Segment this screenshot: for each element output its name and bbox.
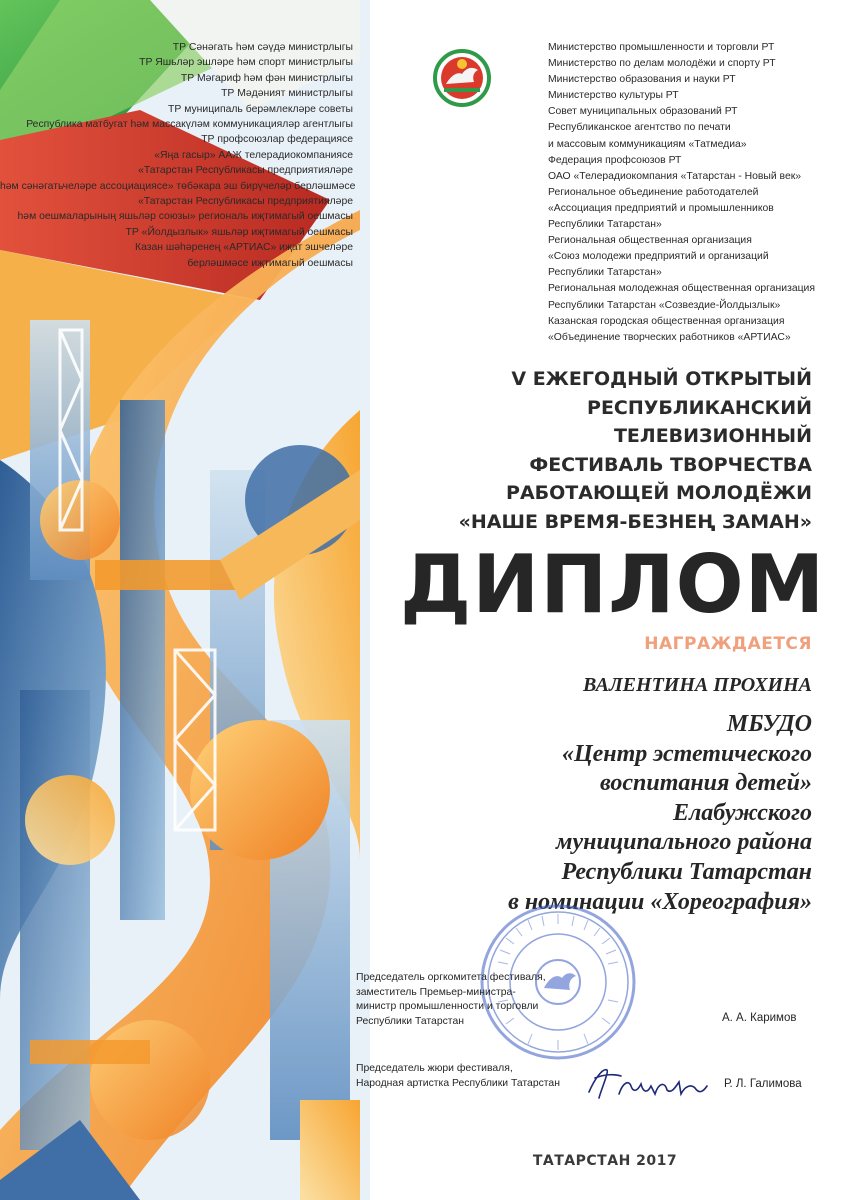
tatar-org-line: ТР Сәнәгать һәм сәүдә министрлыгы [172, 42, 353, 53]
signatory-name: А. А. Каримов [722, 1012, 797, 1024]
jury-chair [356, 1062, 560, 1091]
tatar-org-line: берләшмәсе иҗтимагый оешмасы [187, 257, 353, 269]
tatar-org-line: Казан шәһәренең «АРТИАС» иҗат эшчеләре [135, 242, 353, 254]
tatar-org-line: ТР Мәдәният министрлыгы [221, 88, 353, 100]
tatar-org-line: ТР «Йолдызлык» яшьләр иҗтимагый оешмасы [125, 226, 353, 238]
rus-org-line: ОАО «Телерадиокомпания «Татарстан - Новый век» [548, 170, 802, 182]
tatar-organizers-list [0, 40, 356, 271]
tatar-org-line: ТР профсоюзлар федерациясе [201, 134, 353, 146]
tatar-org-line: «Татарстан Республикасы предприятияләре [138, 196, 353, 208]
festival-title-line: РАБОТАЮЩЕЙ МОЛОДЁЖИ [506, 482, 812, 504]
recipient-name: ВАЛЕНТИНА ПРОХИНА [583, 674, 812, 696]
tatar-org-line: ТР Мәгариф һәм фән министрлыгы [180, 72, 353, 84]
tatar-org-line: ТР Яшьләр эшләре һәм спорт министрлыгы [139, 57, 353, 69]
institution-line: «Центр эстетического [561, 740, 812, 767]
rus-org-line: Министерство образования и науки РТ [548, 74, 736, 86]
tatar-org-line: һәм оешмаларының яшьләр союзы» региональ иҗтимагый оешмасы [17, 211, 353, 223]
festival-title-line: V ЕЖЕГОДНЫЙ ОТКРЫТЫЙ [511, 368, 812, 390]
rus-org-line: Региональная молодежная общественная организация [548, 283, 815, 295]
rus-org-line: Совет муниципальных образований РТ [548, 106, 738, 118]
rus-org-line: «Союз молодежи предприятий и организаций [548, 251, 769, 263]
rus-org-line: Федерация профсоюзов РТ [548, 154, 682, 166]
institution-line: воспитания детей» [599, 770, 812, 797]
rus-org-line: Региональная общественная организация [548, 235, 752, 247]
rus-org-line: «Ассоциация предприятий и промышленников [548, 202, 774, 214]
signatory-title-line: Народная артистка Республики Татарстан [356, 1077, 560, 1089]
tatar-org-line: ТР муниципаль берәмлекләре советы [168, 103, 353, 115]
institution-line: МБУДО [726, 711, 812, 737]
tatar-org-line: «Яңа гасыр» ААЖ телерадиокомпаниясе [154, 149, 353, 161]
tatar-org-line: «Татарстан Республикасы предприятияләре [138, 165, 353, 177]
institution-line: Елабужского [672, 799, 812, 826]
handwritten-signature [585, 1058, 725, 1104]
signatory-title-line: министр промышленности и торговли [356, 1001, 539, 1013]
institution-line: в номинации «Хореография» [508, 888, 812, 915]
institution-block [400, 710, 812, 917]
institution-line: Республики Татарстан [561, 858, 812, 885]
diploma-heading: ДИПЛОМ [400, 538, 826, 631]
rus-org-line: Республики Татарстан «Созвездие-Йолдызлык» [548, 299, 781, 311]
signatory-name: Р. Л. Галимова [724, 1078, 802, 1090]
rus-org-line: Казанская городская общественная организация [548, 315, 785, 327]
rus-org-line: Министерство культуры РТ [548, 90, 679, 102]
festival-title [400, 365, 812, 536]
rus-org-line: Республики Татарстан» [548, 267, 662, 279]
awarded-label: НАГРАЖДАЕТСЯ [644, 634, 812, 654]
institution-line: муниципального района [556, 829, 812, 856]
festival-title-line: ФЕСТИВАЛЬ ТВОРЧЕСТВА [529, 453, 812, 476]
rus-org-line: «Объединение творческих работников «АРТИАС» [548, 331, 791, 343]
organizing-committee-chair [356, 971, 546, 1029]
signatory-title-line: Председатель жюри фестиваля, [356, 1063, 513, 1074]
tatar-org-line: һәм сәнәгатьчеләре ассоциациясе» төбәкара эш бирүчеләр берләшмәсе [0, 180, 356, 192]
footer-place-year: ТАТАРСТАН 2017 [532, 1153, 678, 1169]
rus-org-line: и массовым коммуникациям «Татмедиа» [548, 138, 747, 150]
rus-org-line: Республики Татарстан» [548, 219, 662, 231]
rus-org-line: Министерство по делам молодёжи и спорту РТ [548, 58, 776, 70]
festival-title-line: ТЕЛЕВИЗИОННЫЙ [613, 425, 812, 447]
signatory-title-line: Председатель оргкомитета фестиваля, [356, 972, 546, 983]
signatory-title-line: Республики Татарстан [356, 1015, 464, 1027]
russian-organizers-list [548, 40, 848, 346]
rus-org-line: Региональное объединение работодателей [548, 186, 759, 198]
rus-org-line: Министерство промышленности и торговли РТ [548, 42, 775, 53]
tatarstan-emblem-icon [428, 48, 496, 108]
festival-title-line: РЕСПУБЛИКАНСКИЙ [587, 396, 812, 419]
signatory-title-line: заместитель Премьер-министра- [356, 986, 516, 998]
festival-title-line: «НАШЕ ВРЕМЯ-БЕЗНЕҢ ЗАМАН» [458, 510, 812, 533]
rus-org-line: Республиканское агентство по печати [548, 122, 731, 134]
tatar-org-line: Республика матбугат һәм массакүләм коммуникацияләр агентлыгы [26, 119, 353, 131]
